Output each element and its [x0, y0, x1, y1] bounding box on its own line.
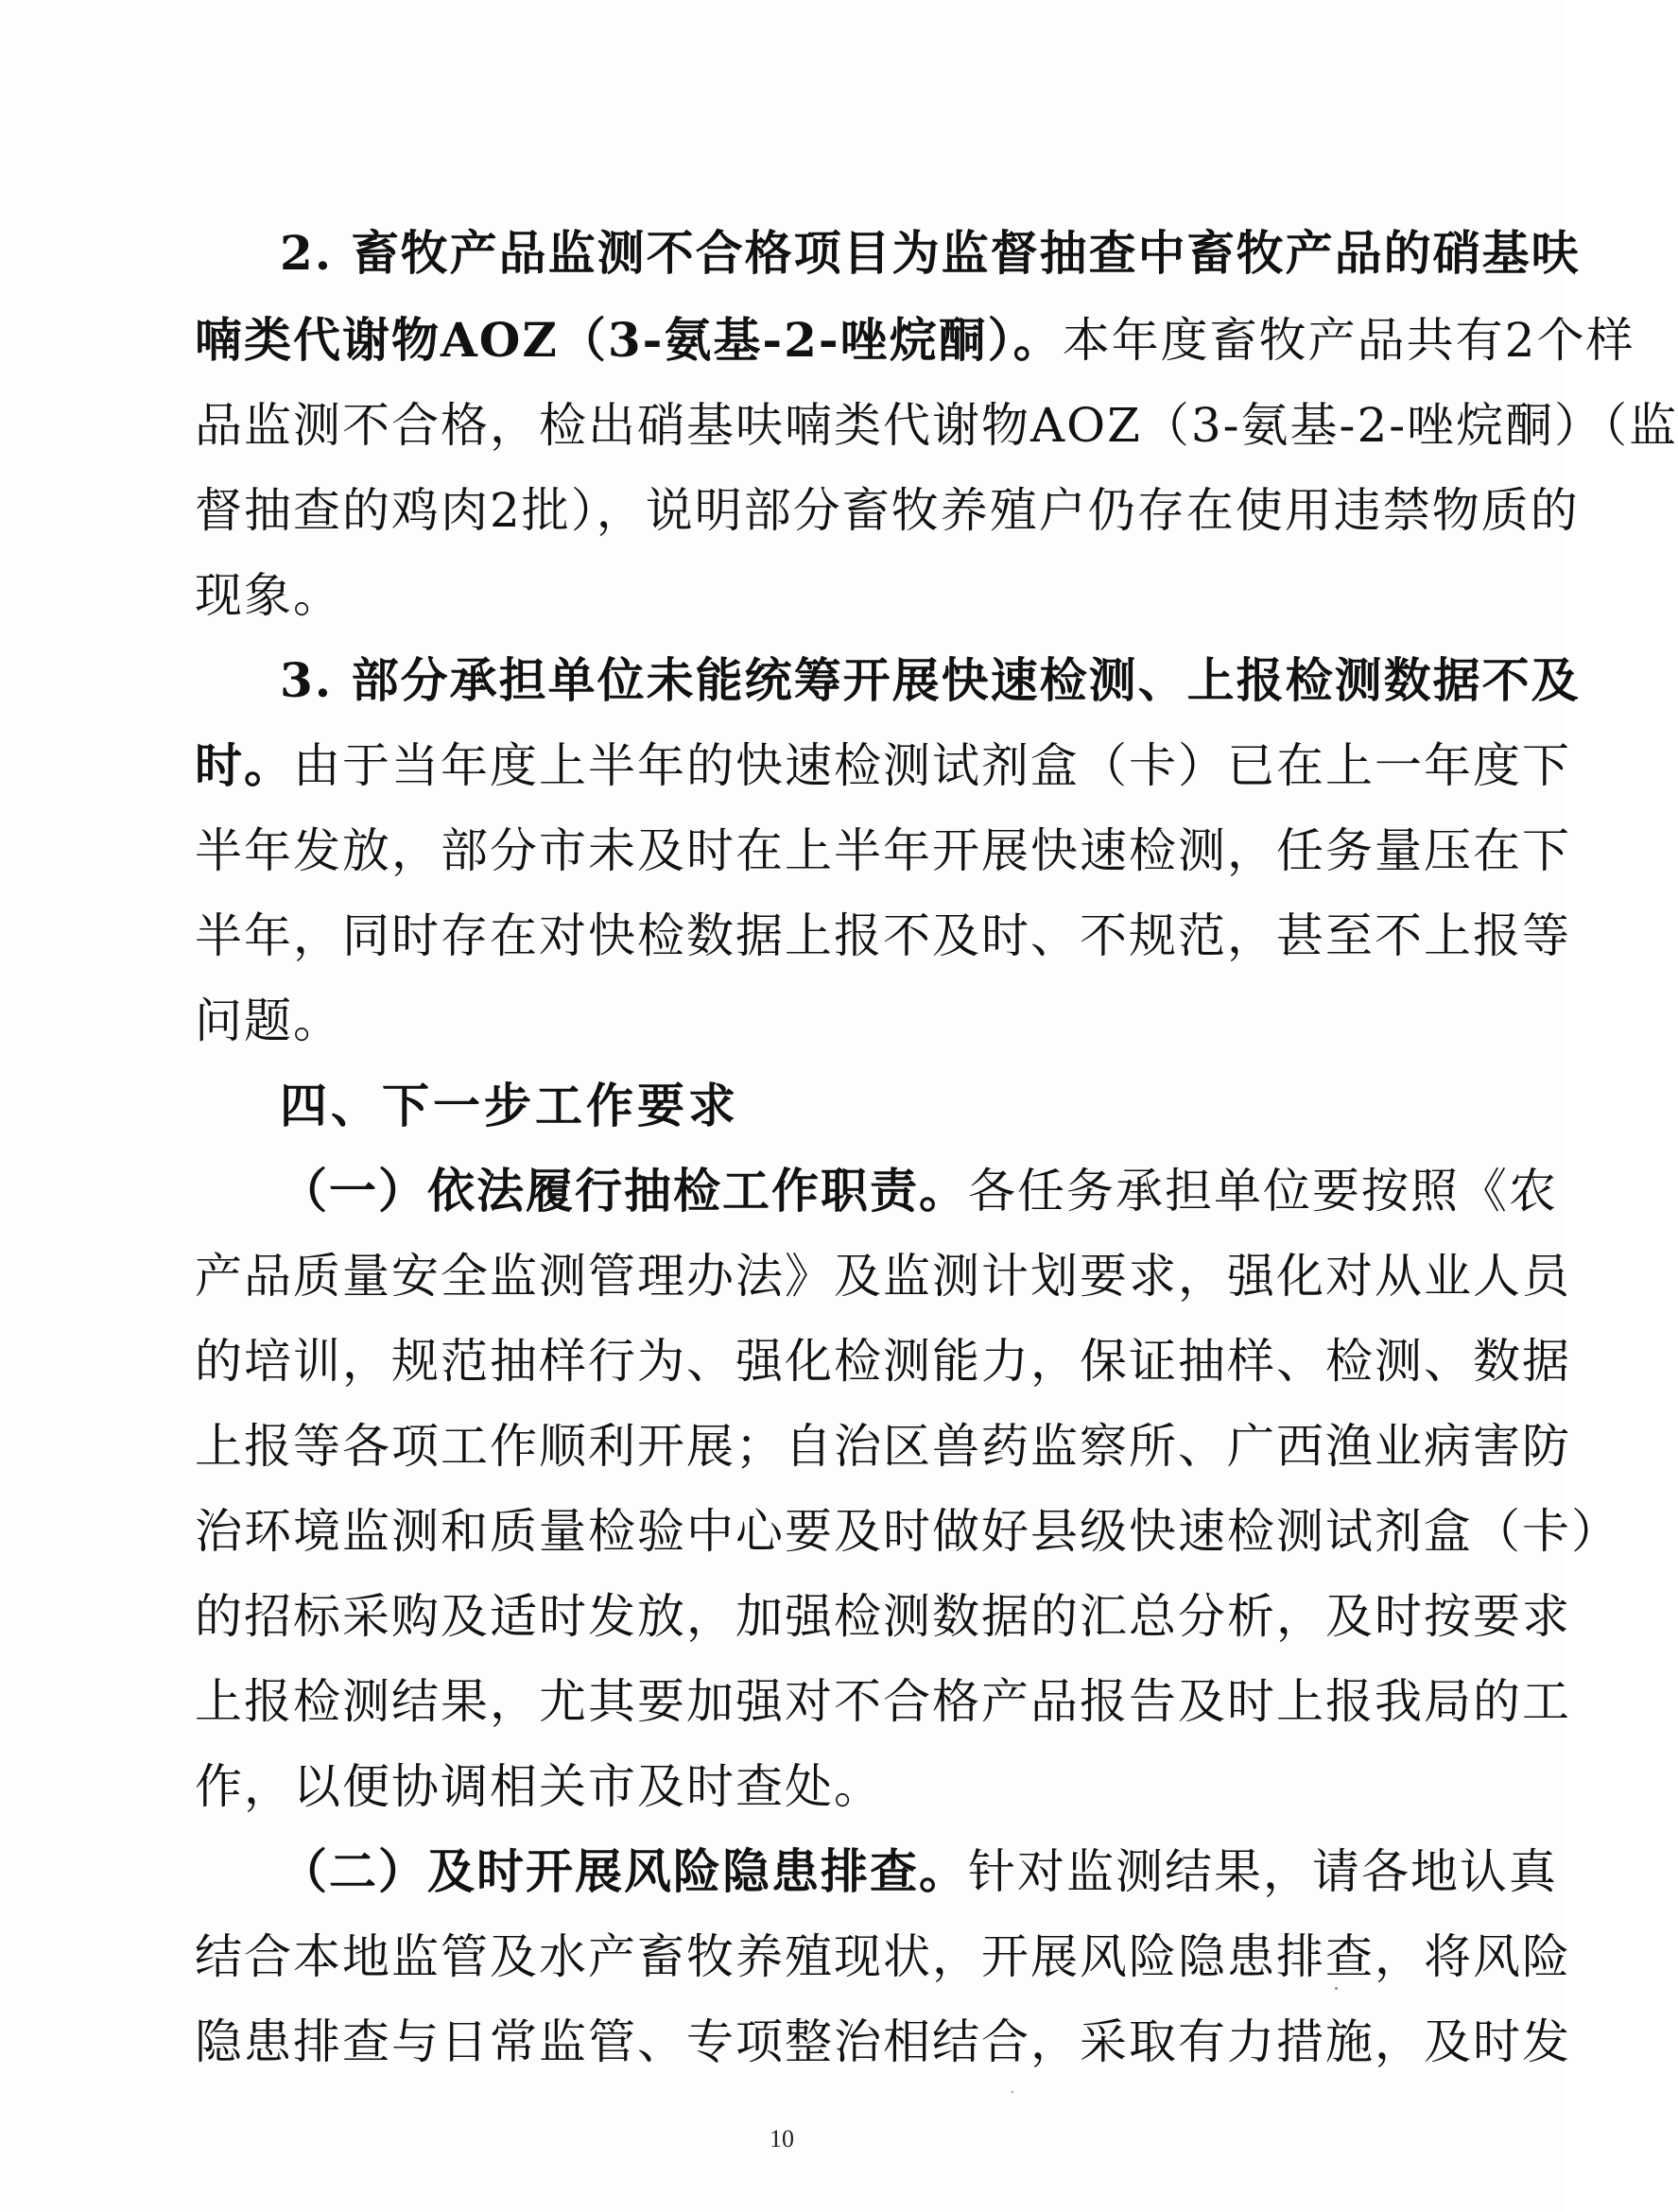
body-text: 各任务承担单位要按照《农 — [968, 1164, 1558, 1218]
subsection-1-line-5 — [195, 1503, 1620, 1560]
heading-text: 四、下一步工作要求 — [280, 1079, 739, 1133]
paragraph-3-line-3 — [195, 822, 1571, 879]
body-text: 现象。 — [195, 568, 342, 623]
subsection-2-line-3 — [195, 2013, 1571, 2070]
subsection-1-line-2 — [195, 1248, 1571, 1305]
subsection-1-line-1 — [280, 1163, 1558, 1219]
body-text: 的培训，规范抽样行为、强化检测能力，保证抽样、检测、数据 — [195, 1334, 1571, 1389]
paragraph-2-line-4 — [195, 482, 1580, 539]
section-heading — [280, 1078, 1395, 1134]
paragraph-3-line-2 — [195, 737, 1571, 794]
scan-speck — [1012, 2091, 1013, 2093]
body-text: 半年，同时存在对快检数据上报不及时、不规范，甚至不上报等 — [195, 908, 1571, 963]
paragraph-3-line-1 — [280, 652, 1581, 709]
body-text: 督抽查的鸡肉2批），说明部分畜牧养殖户仍存在使用违禁物质的 — [195, 483, 1580, 538]
page-number: 10 — [770, 2125, 794, 2152]
bold-lead: （二）及时开展风险隐患排查。 — [280, 1843, 968, 1899]
paragraph-2-line-5 — [195, 567, 1395, 624]
subsection-1-line-6 — [195, 1588, 1571, 1645]
body-text: 结合本地监管及水产畜牧养殖现状，开展风险隐患排查，将风险 — [195, 1929, 1571, 1984]
body-text: 由于当年度上半年的快速检测试剂盒（卡）已在上一年度下 — [293, 738, 1571, 793]
subsection-1-line-7 — [195, 1673, 1571, 1730]
subsection-1-line-8 — [195, 1758, 1395, 1815]
body-text: 本年度畜牧产品共有2个样 — [1062, 313, 1635, 368]
body-text: 品监测不合格，检出硝基呋喃类代谢物AOZ（3-氨基-2-唑烷酮）（监 — [195, 398, 1678, 453]
body-text: 上报等各项工作顺利开展；自治区兽药监察所、广西渔业病害防 — [195, 1419, 1571, 1474]
body-text: 治环境监测和质量检验中心要及时做好县级快速检测试剂盒（卡） — [195, 1504, 1620, 1559]
body-text: 的招标采购及适时发放，加强检测数据的汇总分析，及时按要求 — [195, 1589, 1571, 1644]
subsection-1-line-3 — [195, 1333, 1571, 1390]
body-text: 上报检测结果，尤其要加强对不合格产品报告及时上报我局的工 — [195, 1674, 1571, 1729]
paragraph-2-line-1 — [280, 225, 1581, 282]
bold-lead: 2. 畜牧产品监测不合格项目为监督抽查中畜牧产品的硝基呋 — [280, 225, 1581, 281]
body-text: 隐患排查与日常监管、专项整治相结合，采取有力措施，及时发 — [195, 2014, 1571, 2069]
body-text: 半年发放，部分市未及时在上半年开展快速检测，任务量压在下 — [195, 823, 1571, 878]
body-text: 针对监测结果，请各地认真 — [968, 1844, 1558, 1899]
bold-lead: 喃类代谢物AOZ（3-氨基-2-唑烷酮）。 — [195, 312, 1063, 368]
bold-lead: 时。 — [195, 737, 293, 793]
paragraph-2-line-3 — [195, 397, 1678, 454]
body-text: 产品质量安全监测管理办法》及监测计划要求，强化对从业人员 — [195, 1249, 1571, 1304]
subsection-1-line-4 — [195, 1418, 1571, 1475]
subsection-2-line-2 — [195, 1928, 1571, 1985]
paragraph-2-line-2 — [195, 312, 1635, 369]
body-text: 问题。 — [195, 994, 342, 1048]
bold-lead: 3. 部分承担单位未能统筹开展快速检测、上报检测数据不及 — [280, 652, 1581, 708]
scan-speck — [1335, 1987, 1338, 1990]
paragraph-3-line-4 — [195, 907, 1571, 964]
body-text: 作，以便协调相关市及时查处。 — [195, 1759, 883, 1814]
bold-lead: （一）依法履行抽检工作职责。 — [280, 1163, 968, 1218]
paragraph-3-line-5 — [195, 993, 1395, 1049]
subsection-2-line-1 — [280, 1843, 1558, 1900]
